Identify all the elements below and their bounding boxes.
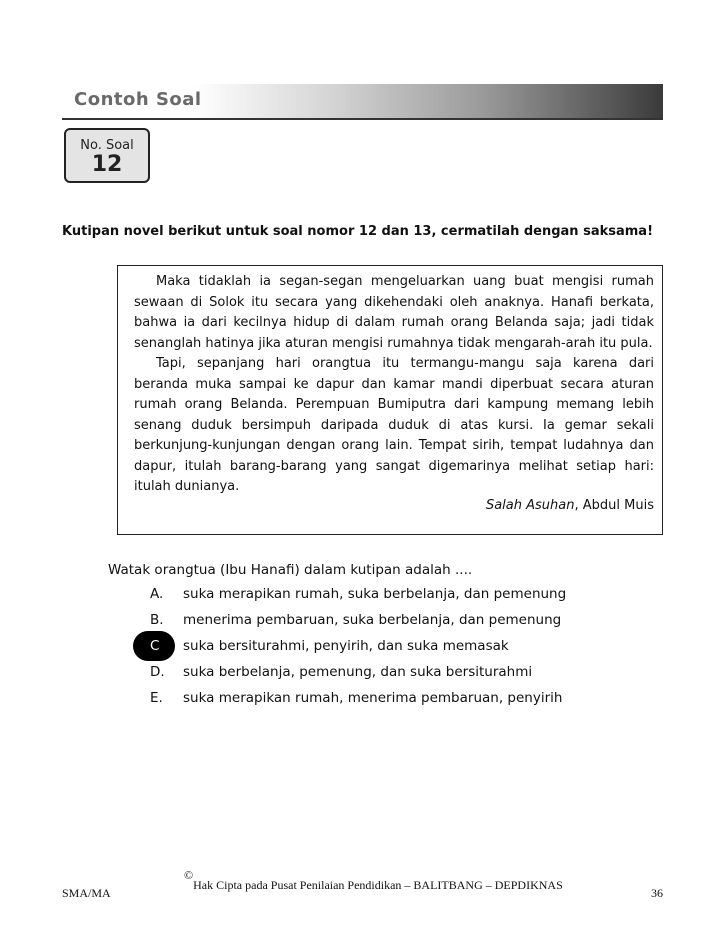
- option-text: suka merapikan rumah, suka berbelanja, dan pemenung: [183, 586, 567, 602]
- option-d[interactable]: [150, 662, 533, 682]
- option-text: suka berbelanja, pemenung, dan suka bersiturahmi: [183, 664, 533, 680]
- option-letter: A.: [150, 586, 164, 602]
- option-e[interactable]: [150, 688, 563, 708]
- question-number: 12: [91, 152, 123, 177]
- option-letter: D.: [150, 664, 165, 680]
- novel-excerpt-box: [117, 265, 663, 535]
- option-text: suka bersiturahmi, penyirih, dan suka memasak: [183, 638, 509, 654]
- option-letter: C: [150, 638, 160, 654]
- footer-level: SMA/MA: [62, 886, 111, 900]
- question-number-box: [64, 128, 150, 183]
- section-title: Contoh Soal: [74, 89, 202, 110]
- option-b[interactable]: [150, 610, 562, 630]
- copyright-text: Hak Cipta pada Pusat Penilaian Pendidikan – BALITBANG – DEPDIKNAS: [193, 878, 563, 892]
- question-text: Watak orangtua (Ibu Hanafi) dalam kutipan adalah ....: [108, 562, 473, 578]
- instruction-text: Kutipan novel berikut untuk soal nomor 12 dan 13, cermatilah dengan saksama!: [62, 224, 654, 239]
- option-letter: B.: [150, 612, 164, 628]
- question-number-label: No. Soal: [80, 138, 134, 153]
- copyright-symbol: ©: [184, 868, 194, 882]
- option-c[interactable]: [150, 636, 509, 656]
- excerpt-source: [486, 498, 654, 513]
- source-title: Salah Asuhan: [485, 498, 575, 513]
- footer-copyright: [184, 868, 563, 892]
- option-letter: E.: [150, 690, 163, 706]
- section-header: [62, 84, 663, 120]
- option-text: menerima pembaruan, suka berbelanja, dan pemenung: [183, 612, 562, 628]
- option-text: suka merapikan rumah, menerima pembaruan, penyirih: [183, 690, 563, 706]
- excerpt-paragraph-1: Maka tidaklah ia segan-segan mengeluarkan uang buat mengisi rumah sewaan di Solok itu secara yang dikehendaki oleh anaknya. Hanafi berkata, bahwa ia dari kecilnya hidup di dalam rumah orang Belanda saja; jadi tidak senanglah hatinya jika aturan mengisi rumahnya tidak mengarah-arah itu pula.: [134, 274, 654, 351]
- source-author: , Abdul Muis: [574, 498, 654, 513]
- excerpt-paragraph-2: Tapi, sepanjang hari orangtua itu termangu-mangu saja karena dari beranda muka sampai ke dapur dan kamar mandi diperbuat secara aturan rumah orang Belanda. Perempuan Bumiputra dari kampung memang lebih senang duduk bersimpuh daripada duduk di atas kursi. Ia gemar sekali berkunjung-kunjungan dengan orang lain. Tempat sirih, tempat ludahnya dan dapur, itulah barang-barang yang sangat digemarinya melihat setiap hari: itulah dunianya.: [134, 356, 654, 494]
- page-number: 36: [651, 886, 663, 900]
- option-a[interactable]: [150, 584, 567, 604]
